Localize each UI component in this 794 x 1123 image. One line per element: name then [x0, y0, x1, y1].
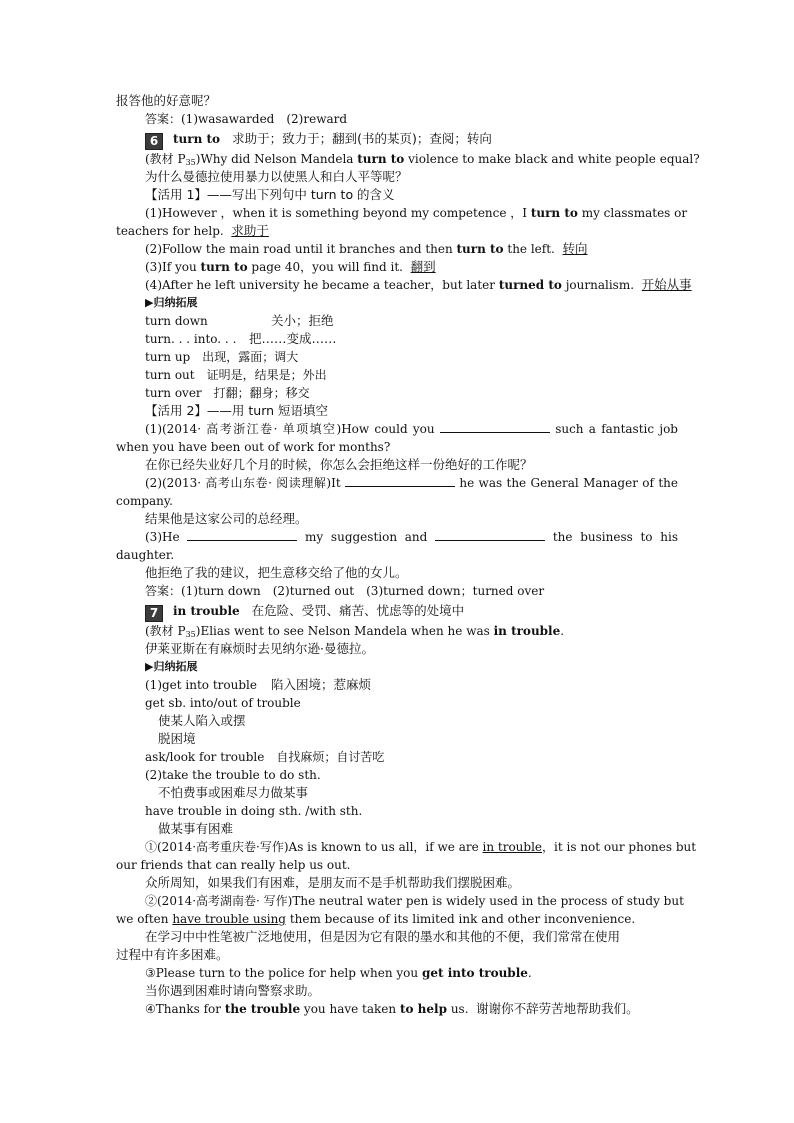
phrase-row: (2)take the trouble to do sth.	[145, 768, 321, 782]
section-7-heading	[116, 602, 678, 622]
blank-line	[345, 474, 455, 487]
example-translation: 伊莱亚斯在有麻烦时去见纳尔逊·曼德拉。	[145, 641, 374, 656]
phrase-meaning: 不怕费事或困难尽力做某事	[158, 785, 309, 800]
text-line: 报答他的好意呢？	[116, 93, 217, 108]
phrase-row: turn down 关小；拒绝	[145, 313, 334, 328]
exercise-item: (2)Follow the main road until it branches and then turn to the left. 转向	[145, 241, 588, 256]
phrase-definition: 在危险、受罚、痛苦、忧虑等的处境中	[251, 603, 465, 618]
phrase-row: turn out 证明是，结果是；外出	[145, 368, 327, 382]
example-item: ④Thanks for the trouble you have taken to help us. 谢谢你不辞劳苦地帮助我们。	[145, 1001, 639, 1016]
fill-item: (3)He my suggestion and the business to his	[145, 530, 678, 544]
phrase-meaning: 使某人陷入或摆	[158, 713, 246, 728]
exercise-heading: 【活用 1】——写出下列句中 turn to 的含义	[145, 187, 395, 202]
extension-heading: ▶归纳拓展	[145, 296, 198, 309]
example-item: ①(2014·高考重庆卷·写作)As is known to us all，if we are in trouble，it is not our phones but	[145, 840, 697, 854]
answer-underlined: 求助于	[231, 223, 269, 238]
exercise-item: (1)However ，when it is something beyond my competence ，I turn to my classmates or	[145, 206, 688, 220]
example-sentence: (教材 $P_{35})Elias$ went to see Nelson Mandela when he was in trouble.	[145, 624, 565, 639]
phrase-row: have trouble in doing sth. /with sth.	[145, 804, 363, 818]
example-item: ③Please turn to the police for help when you get into trouble.	[145, 966, 532, 980]
phrase-row: turn up 出现，露面；调大	[145, 350, 299, 364]
fill-translation: 在你已经失业好几个月的时候，你怎么会拒绝这样一份绝好的工作呢？	[145, 457, 533, 472]
document-page	[116, 92, 700, 1018]
answer-underlined: 翻到	[410, 259, 436, 274]
example-translation: 在学习中中性笔被广泛地使用，但是因为它有限的墨水和其他的不便，我们常常在使用	[145, 929, 621, 944]
phrase-row: (1)get into trouble 陷入困境；惹麻烦	[145, 677, 372, 692]
fill-item-cont: daughter.	[116, 548, 175, 562]
example-item-cont: we often have trouble using them because of its limited ink and other inconvenience.	[116, 912, 636, 926]
phrase-row: turn over 打翻；翻身；移交	[145, 386, 310, 400]
example-item-cont: our friends that can really help us out.	[116, 858, 351, 872]
phrase-meaning: 脱困境	[158, 731, 196, 746]
blank-line	[440, 420, 550, 433]
fill-translation: 他拒绝了我的建议，把生意移交给了他的女儿。	[145, 565, 408, 580]
section-number-badge: 6	[145, 133, 163, 150]
answer-underlined: 开始从事	[641, 277, 692, 292]
fill-item: (2)(2013· 高考山东卷· 阅读理解)It he was the General Manager of the	[145, 476, 678, 490]
blank-line	[435, 528, 545, 541]
example-translation-cont: 过程中有许多困难。	[116, 947, 229, 962]
section-number-badge: 7	[145, 605, 163, 622]
phrase-definition: 求助于；致力于；翻到(书的某页)；查阅；转向	[232, 131, 492, 146]
exercise-heading: 【活用 2】——用 turn 短语填空	[145, 403, 329, 418]
phrase-meaning: 做某事有困难	[158, 821, 234, 836]
example-item: ②(2014·高考湖南卷· 写作)The neutral water pen is widely used in the process of study but	[145, 894, 684, 908]
phrase-term: turn to	[173, 132, 221, 146]
blank-line	[187, 528, 297, 541]
exercise-item: (3)If you turn to page 40，you will find it. 翻到	[145, 259, 436, 274]
fill-item-cont: when you have been out of work for months?	[116, 440, 391, 454]
example-sentence: (教材 $P_{35})Why$ did Nelson Mandela turn to violence to make black and white people equal?	[145, 152, 700, 167]
exercise-item: (4)After he left university he became a teacher，but later turned to journalism. 开始从事	[145, 277, 692, 292]
phrase-row: get sb. into/out of trouble	[145, 696, 301, 710]
exercise-item-cont: teachers for help. 求助于	[116, 223, 269, 238]
example-translation: 为什么曼德拉使用暴力以使黑人和白人平等呢？	[145, 169, 408, 184]
fill-translation: 结果他是这家公司的总经理。	[145, 511, 308, 526]
fill-item-cont: company.	[116, 494, 173, 508]
phrase-row: turn. . . into. . . 把……变成……	[145, 331, 337, 346]
answer-underlined: have trouble using	[172, 912, 286, 926]
extension-heading: ▶归纳拓展	[145, 660, 198, 673]
phrase-term: in trouble	[173, 604, 240, 618]
fill-item: (1)(2014· 高考浙江卷· 单项填空)How could you such a fantastic job	[145, 422, 678, 436]
example-translation: 当你遇到困难时请向警察求助。	[145, 983, 321, 998]
answer-underlined: in trouble	[482, 840, 543, 854]
example-translation: 众所周知，如果我们有困难，是朋友而不是手机帮助我们摆脱困难。	[145, 875, 521, 890]
answer-underlined: 转向	[562, 241, 588, 256]
section-6-heading	[116, 130, 678, 150]
answer-line: 答案：(1)wasawarded (2)reward	[145, 112, 348, 126]
phrase-row: ask/look for trouble 自找麻烦；自讨苦吃	[145, 750, 385, 764]
answer-line: 答案：(1)turn down (2)turned out (3)turned down；turned over	[145, 584, 545, 598]
